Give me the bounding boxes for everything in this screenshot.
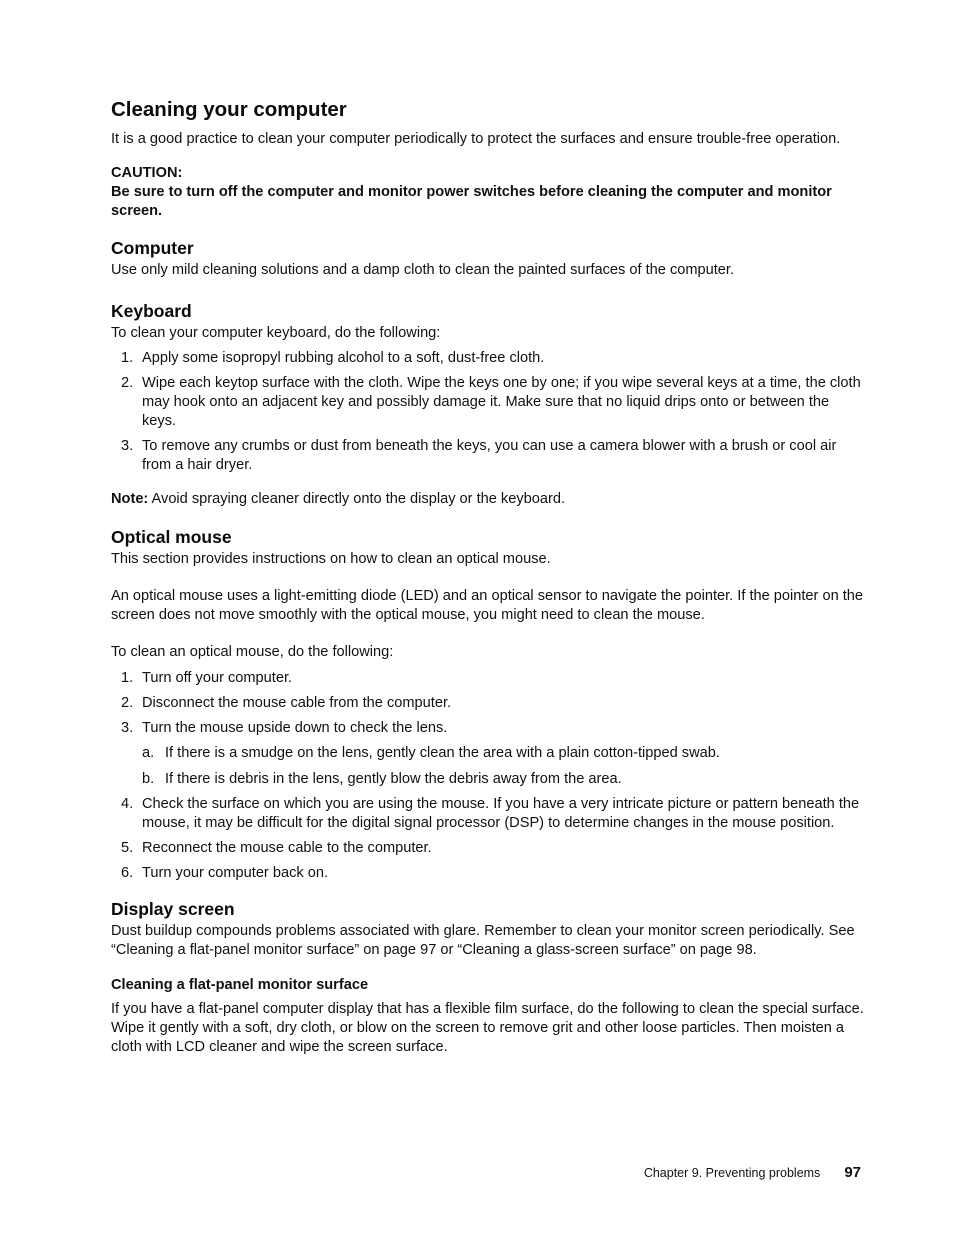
note-text: Avoid spraying cleaner directly onto the display or the keyboard. (148, 491, 566, 507)
computer-heading: Computer (111, 238, 194, 258)
mouse-steps (111, 669, 866, 738)
mouse-paragraph-1: This section provides instructions on how to clean an optical mouse. (111, 551, 551, 567)
keyboard-steps (111, 349, 866, 475)
list-item: 1. Turn off your computer. (121, 670, 293, 686)
page-number: 97 (844, 1164, 861, 1181)
list-item: 2. Disconnect the mouse cable from the computer. (121, 695, 452, 711)
list-item: 4. Check the surface on which you are using the mouse. If you have a very intricate picture or pattern beneath the mouse, it may be difficult for the digital signal processor (DSP) to determine changes in the mouse position. (121, 796, 860, 831)
mouse-substeps (111, 744, 866, 789)
list-item: 2. Wipe each keytop surface with the cloth. Wipe the keys one by one; if you wipe several keys at a time, the cloth may hook onto an adjacent key and possibly damage it. Make sure that no liquid drips onto or between the keys. (121, 375, 861, 429)
keyboard-note (111, 490, 866, 509)
caution-label: CAUTION: (111, 165, 183, 181)
list-item: 3. Turn the mouse upside down to check the lens. (121, 720, 448, 736)
mouse-steps-continued (111, 795, 866, 883)
list-item: 5. Reconnect the mouse cable to the computer. (121, 840, 432, 856)
list-item: b. If there is debris in the lens, gently blow the debris away from the area. (142, 771, 622, 787)
computer-text: Use only mild cleaning solutions and a damp cloth to clean the painted surfaces of the computer. (111, 262, 735, 278)
page-footer (644, 1164, 861, 1181)
list-item: 3. To remove any crumbs or dust from beneath the keys, you can use a camera blower with a brush or cool air from a hair dryer. (121, 438, 837, 473)
display-text: Dust buildup compounds problems associated with glare. Remember to clean your monitor screen periodically. See “Cleaning a flat-panel monitor surface” on page 97 or “Cleaning a glass-screen surface” on page 98. (111, 923, 855, 958)
flat-panel-heading: Cleaning a flat-panel monitor surface (111, 977, 369, 993)
mouse-paragraph-2: An optical mouse uses a light-emitting diode (LED) and an optical sensor to navigate the pointer. If the pointer on the screen does not move smoothly with the optical mouse, you might need to clean the mouse. (111, 588, 864, 623)
list-item: 6. Turn your computer back on. (121, 865, 329, 881)
keyboard-heading: Keyboard (111, 301, 192, 321)
caution-text: Be sure to turn off the computer and monitor power switches before cleaning the computer and monitor screen. (111, 184, 832, 219)
list-item: 1. Apply some isopropyl rubbing alcohol to a soft, dust-free cloth. (121, 350, 545, 366)
page-content (111, 96, 866, 1057)
mouse-paragraph-3: To clean an optical mouse, do the following: (111, 644, 394, 660)
keyboard-intro: To clean your computer keyboard, do the following: (111, 325, 441, 341)
display-heading: Display screen (111, 899, 235, 919)
intro-paragraph: It is a good practice to clean your computer periodically to protect the surfaces and ensure trouble-free operation. (111, 131, 841, 147)
footer-chapter: Chapter 9. Preventing problems (643, 1166, 821, 1180)
flat-panel-text: If you have a flat-panel computer display that has a flexible film surface, do the following to clean the special surface. Wipe it gently with a soft, dry cloth, or blow on the screen to remove grit and other loose particles. Then moisten a cloth with LCD cleaner and wipe the screen surface. (111, 1001, 864, 1055)
page-title: Cleaning your computer (111, 98, 347, 121)
list-item: a. If there is a smudge on the lens, gently clean the area with a plain cotton-tipped swab. (142, 745, 720, 761)
note-label: Note: (111, 491, 149, 507)
mouse-heading: Optical mouse (111, 527, 232, 547)
